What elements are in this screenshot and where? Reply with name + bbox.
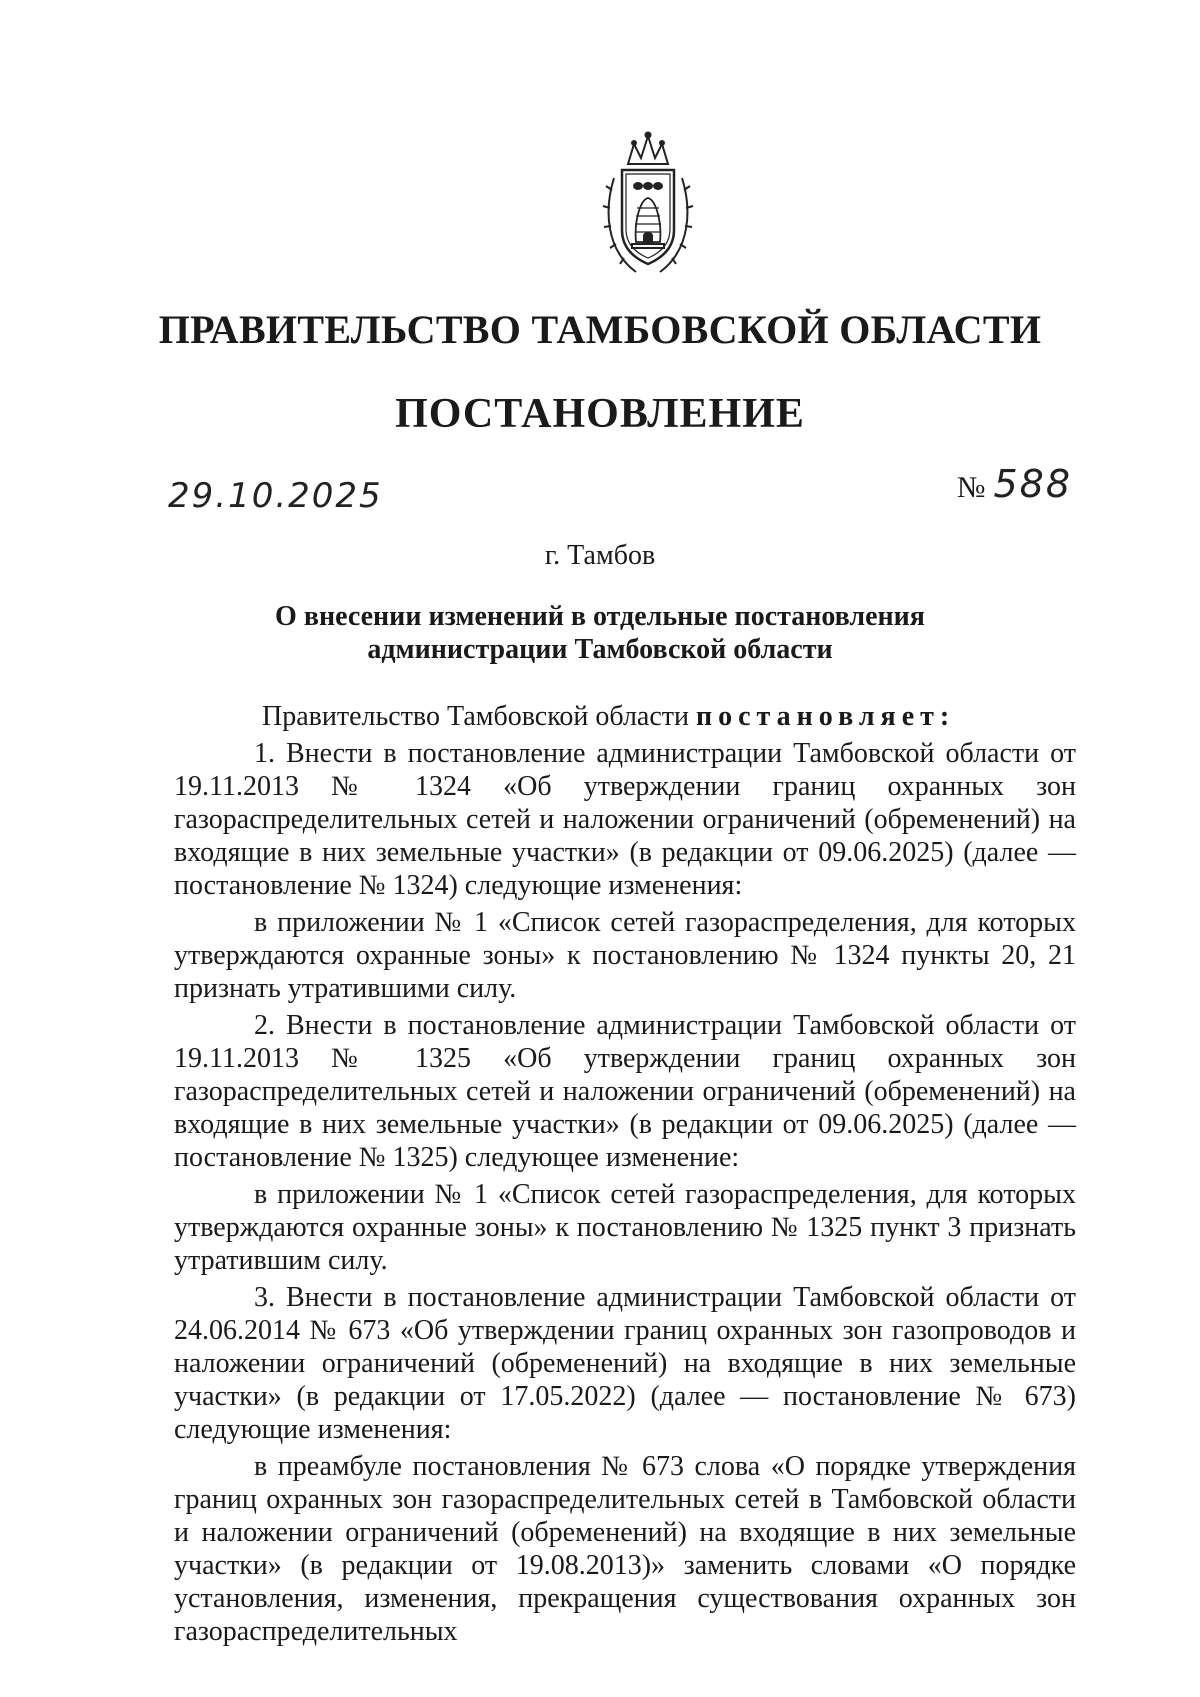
organization-title: ПРАВИТЕЛЬСТВО ТАМБОВСКОЙ ОБЛАСТИ	[158, 307, 1042, 352]
document-date: 29.10.2025	[168, 476, 383, 516]
number-value: 588	[993, 462, 1072, 506]
paragraph-3-amendment: в преамбуле постановления № 673 слова «О порядке утверждения границ охранных зон газораспределительных сетей в Тамбовской области и наложении ограничений (обременений) на входящие в них земельные участки» (в редакции от 19.08.2013)» заменить словами «О порядке установления, изменения, прекращения существования охранных зон газораспределительных	[174, 1451, 1076, 1647]
number-label: №	[956, 471, 986, 504]
paragraph-2-amendment: в приложении № 1 «Список сетей газораспределения, для которых утверждаются охранные зоны» к постановлению № 1325 пункт 3 признать утратившим силу.	[174, 1179, 1076, 1276]
coat-of-arms-icon	[600, 130, 696, 280]
paragraph-3: 3. Внести в постановление администрации Тамбовской области от 24.06.2014 № 673 «Об утверждении границ охранных зон газопроводов и наложении ограничений (обременений) на входящие в них земельные участки» (в редакции от 17.05.2022) (далее — постановление № 673) следующие изменения:	[174, 1282, 1076, 1445]
paragraph-2: 2. Внести в постановление администрации Тамбовской области от 19.11.2013 № 1325 «Об утверждении границ охранных зон газораспределительных сетей и наложении ограничений (обременений) на входящие в них земельные участки» (в редакции от 09.06.2025) (далее — постановление № 1325) следующее изменение:	[174, 1010, 1076, 1173]
preamble-text: Правительство Тамбовской области	[262, 701, 696, 732]
document-number	[957, 462, 1072, 506]
city-line: г. Тамбов	[544, 540, 656, 571]
preamble-verb: постановляет:	[696, 701, 956, 732]
paragraph-1: 1. Внести в постановление администрации Тамбовской области от 19.11.2013 № 1324 «Об утверждении границ охранных зон газораспределительных сетей и наложении ограничений (обременений) на входящие в них земельные участки» (в редакции от 09.06.2025) (далее — постановление № 1324) следующие изменения:	[174, 738, 1076, 901]
paragraph-1-amendment: в приложении № 1 «Список сетей газораспределения, для которых утверждаются охранные зоны» к постановлению № 1324 пункты 20, 21 признать утратившими силу.	[174, 907, 1076, 1004]
document-type-title: ПОСТАНОВЛЕНИЕ	[395, 391, 805, 437]
document-body	[174, 700, 1076, 1652]
preamble	[174, 700, 1076, 733]
subject-line-2: администрации Тамбовской области	[367, 634, 833, 665]
subject-line-1: О внесении изменений в отдельные постановления	[275, 601, 925, 632]
document-subject	[0, 600, 1200, 666]
